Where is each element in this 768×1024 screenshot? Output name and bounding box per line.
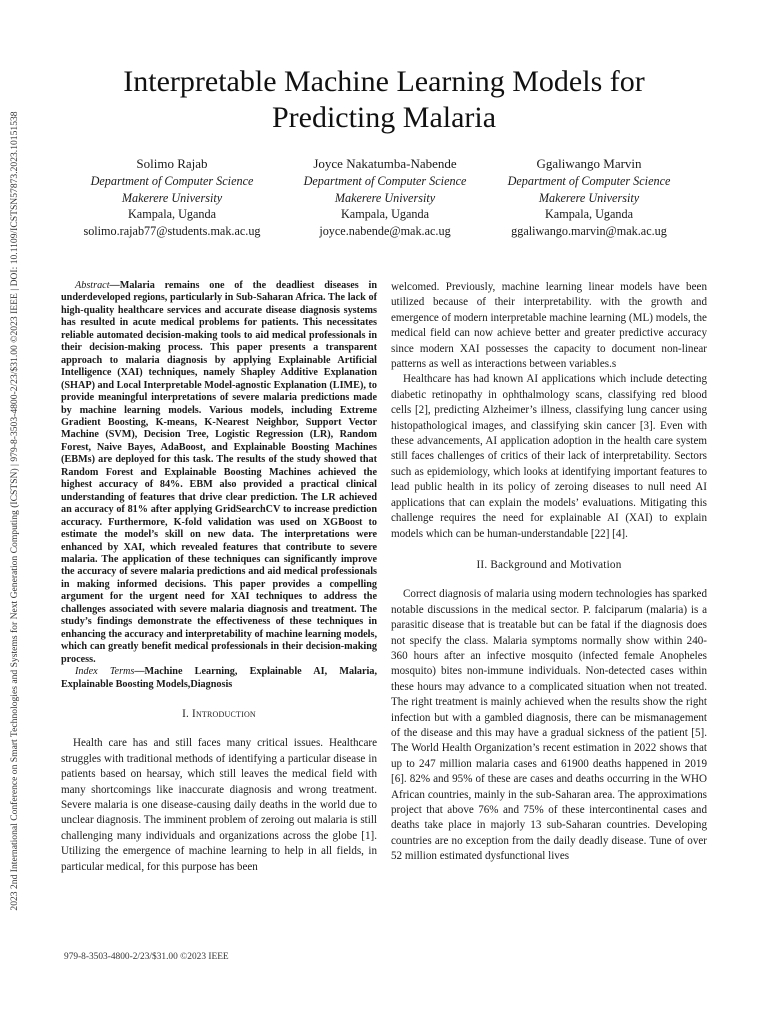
author-3	[474, 155, 704, 239]
abstract-label: Abstract	[75, 280, 110, 291]
paragraph: Correct diagnosis of malaria using modern technologies has sparked notable discussions in the medical sector. P. falciparum (malaria) is a parasitic disease that is treatable but can be fatal if the diagnosis does not specify the class. Malaria symptoms normally show within 240-360 hours after an infective mosquito (infected female Anopheles mosquito) bites non-immune individuals. Non-detected cases within these hours may advance to a complicated situation when not treated. The right treatment is mainly achieved when the results show the right infection but with a gambled diagnosis, there can be mismanagement of the disease and this may have a gradual sickness of the patient [5]. The World Health Organization’s recent estimation in 2022 shows that up to 247 million malaria cases and 61900 deaths happened in 2019 [6]. 82% and 95% of these are cases and deaths occurring in the WHO African countries, mainly in the sub-Saharan area. The approximations project that above 76% and 75% of these intercontinental cases and deaths take place in majorly 13 sub-Saharan countries. Developing countries are no exception from the daily deadly disease. Tune of over 52 million estimated dysfunctional lives	[391, 588, 707, 863]
section-heading-introduction	[61, 707, 377, 722]
author-name: Solimo Rajab	[136, 156, 208, 171]
index-terms-body: —Machine Learning, Explainable AI, Malaria, Explainable Boosting Models,Diagnosis	[61, 666, 377, 690]
paragraph-continued: welcomed. Previously, machine learning linear models have been utilized because of their interpretability. with the growth and emergence of modern interpretable machine learning (ML) models, the medical field can now achieve better and greater predictive accuracy since modern XAI possesses the capacity to document non-linear patterns as well as interactions between variables.s	[391, 281, 707, 371]
section-number: I.	[182, 707, 190, 720]
author-location: Kampala, Uganda	[341, 207, 429, 221]
author-2	[270, 155, 500, 239]
left-column	[61, 280, 377, 875]
author-location: Kampala, Uganda	[128, 207, 216, 221]
author-name: Joyce Nakatumba-Nabende	[313, 156, 457, 171]
copyright-footer: 979-8-3503-4800-2/23/$31.00 ©2023 IEEE	[64, 952, 229, 962]
right-column	[391, 280, 707, 865]
author-email: joyce.nabende@mak.ac.ug	[319, 223, 451, 238]
author-name: Ggaliwango Marvin	[536, 156, 642, 171]
abstract-body: —Malaria remains one of the deadliest diseases in underdeveloped regions, particularly in Sub-Saharan Africa. The lack of high-quality healthcare services and accurate disease diagnosis systems has resulted in acute medical problems for patients. This necessitates reliable automated decision-making tools to aid medical professionals in their decision-making process. This paper presents a transparent approach to malaria diagnosis by applying Explainable Artificial Intelligence (XAI) techniques, namely Shapley Additive Explanation (SHAP) and Local Interpretable Model-agnostic Explanation (LIME), to provide meaningful interpretations of severe malaria predictions made by machine learning models. Various models, including Extreme Gradient Boosting, K-means, K-Nearest Neighbor, Support Vector Machine (SVM), Decision Tree, Logistic Regression (LR), Random Forest, Naive Bayes, AdaBoost, and Explainable Boosting Machines (EBMs) are deployed for this task. The results of the study showed that Random Forest and Explainable Boosting Machines achieved the highest accuracy of 84%. EBM also provided a practical clinical understanding of features that drive clear prediction. The LR achieved an accuracy of 81% after applying GridSearchCV to increase prediction accuracy. Furthermore, K-fold validation was used on XGBoost to estimate the model’s skill on new data. The interpretations were enhanced by XAI, which revealed features that contribute to severe malaria. The application of these techniques can significantly improve the accuracy of severe malaria predictions and aid medical professionals in making informed decisions. This paper provides a compelling argument for the urgent need for XAI techniques to address the challenges associated with severe malaria diagnosis and treatment. The study’s findings demonstrate the effectiveness of these techniques in enhancing the accuracy and interpretability of machine learning models, which can greatly benefit medical professionals in their decision-making process.	[61, 280, 377, 665]
author-department: Department of Computer Science	[90, 174, 254, 188]
section-title: Introduction	[192, 707, 256, 720]
index-terms-label: Index Terms	[75, 666, 135, 678]
author-email: ggaliwango.marvin@mak.ac.ug	[511, 223, 667, 238]
paragraph: Healthcare has had known AI applications which include detecting diabetic retinopathy in ophthalmology scans, classifying red blood cells [2], predicting Alzheimer’s illness, classifying lung cancer using histopathological images, and classifying skin cancer [3]. Even with these advancements, AI application adoption in the health care system still faces challenges of critics of their lack of interpretability. Sectors such as epidemiology, which looks at identifying important features to lead public health in its policy of zeroing diseases to null need AI applications that can explain the models’ evaluations. Mitigating this challenge requires the need for explainable AI (XAI) to explain models which can be human-understandable [22] [4].	[391, 373, 707, 540]
author-email: solimo.rajab77@students.mak.ac.ug	[83, 223, 261, 238]
author-university: Makerere University	[121, 190, 223, 205]
paragraph: Health care has and still faces many critical issues. Healthcare struggles with traditional methods of identifying a particular disease in patients based on hearsay, which still leaves the medical field with many shortcomings like inaccurate diagnosis and wrong treatment. Severe malaria is one disease-causing daily deaths in the world due to unclear diagnosis. The imminent problem of zeroing out malaria is still challenging many individuals and organizations across the globe [1]. Utilizing the emergence of machine learning to help in all fields, in particular medical, for this purpose has been	[61, 737, 377, 873]
author-department: Department of Computer Science	[507, 174, 671, 188]
abstract	[61, 280, 377, 666]
doi-sidebar: 2023 2nd International Conference on Smart Technologies and Systems for Next Generation Computing (ICSTSN) | 979-8-3503-4800-2/23/$31.00 ©2023 IEEE | DOI: 10.1109/ICSTSN57873.2023.10151538	[9, 111, 20, 911]
author-university: Makerere University	[538, 190, 640, 205]
author-university: Makerere University	[334, 190, 436, 205]
author-1	[57, 155, 287, 239]
author-location: Kampala, Uganda	[545, 207, 633, 221]
index-terms	[61, 666, 377, 691]
section-heading-background: II. Background and Motivation	[476, 558, 622, 571]
paper-title: Interpretable Machine Learning Models for Predicting Malaria	[123, 65, 645, 134]
author-department: Department of Computer Science	[303, 174, 467, 188]
